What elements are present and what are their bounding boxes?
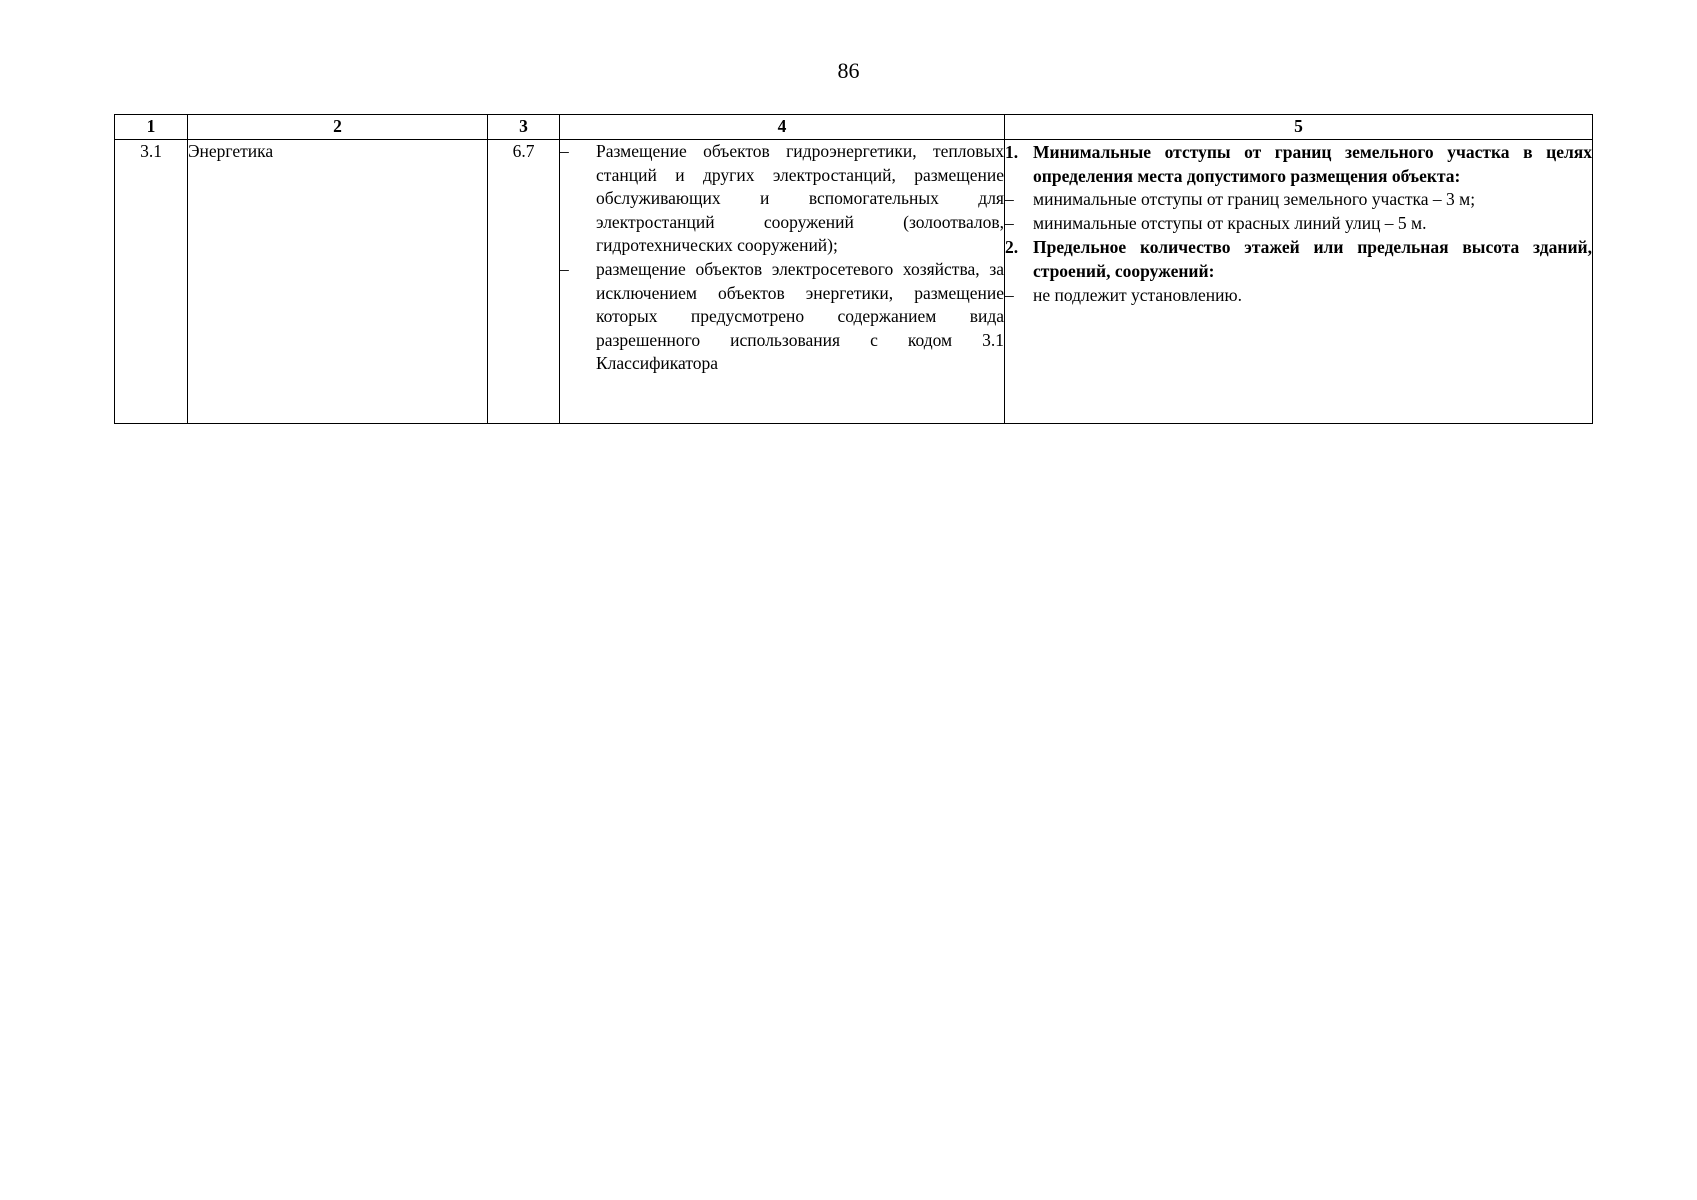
description-item [560, 140, 1004, 258]
column-header-2: 2 [188, 115, 488, 140]
description-item [560, 258, 1004, 376]
param-text: не подлежит установлению. [1033, 284, 1242, 305]
dash-marker: – [1005, 189, 1014, 210]
section-number: 2. [1005, 237, 1019, 258]
dash-marker: – [560, 141, 569, 161]
param-section-2-title [1005, 236, 1592, 283]
param-item [1005, 284, 1592, 308]
cell-number: 6.7 [488, 140, 560, 424]
table-row [115, 140, 1593, 424]
column-header-4: 4 [560, 115, 1005, 140]
column-header-5: 5 [1005, 115, 1593, 140]
param-item [1005, 188, 1592, 212]
param-text: минимальные отступы от границ земельного участка – 3 м; [1033, 189, 1476, 210]
land-use-table [114, 114, 1593, 424]
dash-marker: – [1005, 212, 1014, 233]
column-header-3: 3 [488, 115, 560, 140]
column-header-1: 1 [115, 115, 188, 140]
dash-marker: – [1005, 284, 1014, 305]
dash-marker: – [560, 258, 569, 279]
section-number: 1. [1005, 142, 1019, 162]
section-title: Предельное количество этажей или предельная высота зданий, строений, сооружений: [1033, 237, 1592, 281]
param-text: минимальные отступы от красных линий улиц – 5 м. [1033, 212, 1427, 233]
cell-use-name: Энергетика [188, 140, 488, 424]
param-section-1-title [1005, 141, 1592, 188]
cell-description [560, 140, 1005, 424]
description-text: размещение объектов электросетевого хозяйства, за исключением объектов энергетики, размещение которых предусмотрено содержанием вида разрешенного использования с кодом 3.1 Классификатора [596, 258, 1004, 374]
section-title: Минимальные отступы от границ земельного участка в целях определения места допустимого размещения объекта: [1033, 142, 1592, 186]
page-number: 86 [837, 58, 860, 83]
param-item [1005, 212, 1592, 236]
cell-parameters [1005, 140, 1593, 424]
table-header-row [115, 115, 1593, 140]
description-text: Размещение объектов гидроэнергетики, тепловых станций и других электростанций, размещение обслуживающих и вспомогательных для электростанций сооружений (золоотвалов, гидротехнических сооружений); [596, 141, 1004, 256]
cell-code: 3.1 [115, 140, 188, 424]
